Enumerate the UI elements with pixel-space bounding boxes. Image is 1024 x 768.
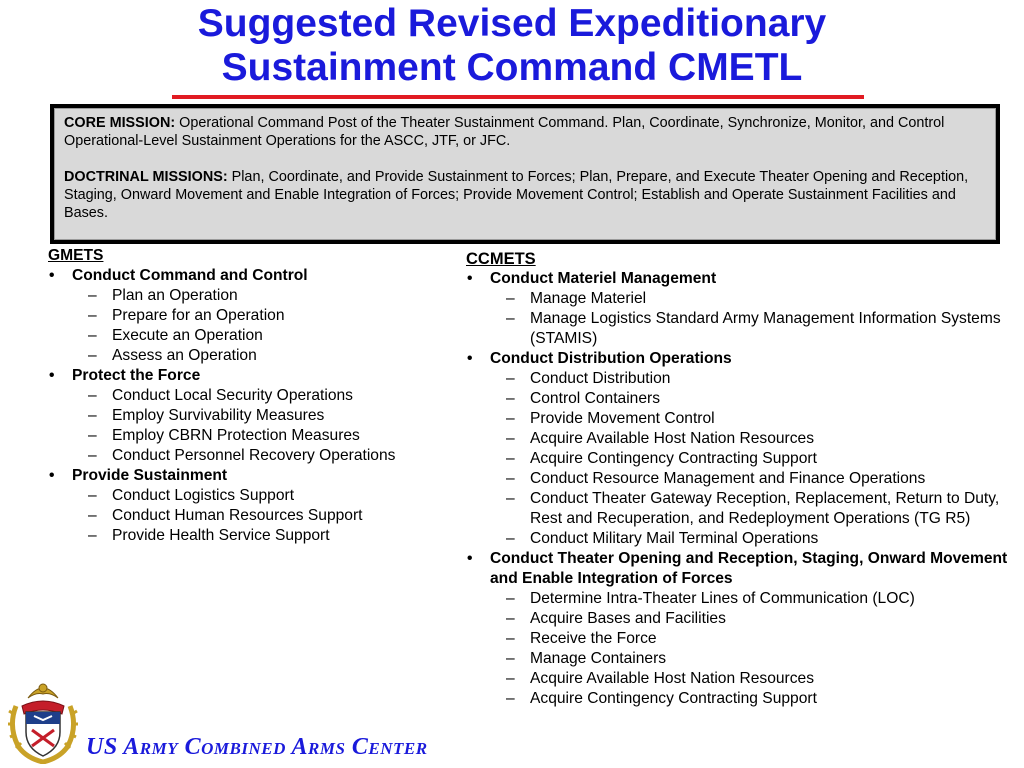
ccmets-subtask: – Acquire Available Host Nation Resources <box>466 429 1022 449</box>
ccmets-subtask: – Determine Intra-Theater Lines of Communication (LOC) <box>466 589 1022 609</box>
gmets-subtask: – Employ Survivability Measures <box>48 406 458 426</box>
ccmets-task: • Conduct Theater Opening and Reception, Staging, Onward Movement and Enable Integration of Forces <box>466 549 1022 589</box>
ccmets-subtask: – Conduct Resource Management and Finance Operations <box>466 469 1022 489</box>
gmets-subtask: – Conduct Local Security Operations <box>48 386 458 406</box>
ccmets-subtask: – Conduct Military Mail Terminal Operations <box>466 529 1022 549</box>
ccmets-subtask: – Conduct Distribution <box>466 369 1022 389</box>
ccmets-subtask: – Control Containers <box>466 389 1022 409</box>
mission-statement-box <box>50 104 1000 244</box>
ccmets-subtask: – Provide Movement Control <box>466 409 1022 429</box>
gmets-subtask: – Assess an Operation <box>48 346 458 366</box>
ccmets-task: • Conduct Materiel Management <box>466 269 1022 289</box>
gmets-subtask: – Conduct Personnel Recovery Operations <box>48 446 458 466</box>
gmets-subtask: – Conduct Logistics Support <box>48 486 458 506</box>
gmets-subtask: – Provide Health Service Support <box>48 526 458 546</box>
gmets-subtask: – Prepare for an Operation <box>48 306 458 326</box>
ccmets-subtask: – Manage Logistics Standard Army Management Information Systems (STAMIS) <box>466 309 1022 349</box>
title-underline-rule <box>172 95 864 99</box>
ccmets-task: • Conduct Distribution Operations <box>466 349 1022 369</box>
gmets-task: • Protect the Force <box>48 366 458 386</box>
ccmets-subtask: – Acquire Available Host Nation Resources <box>466 669 1022 689</box>
doctrinal-missions-text: Plan, Coordinate, and Provide Sustainment to Forces; Plan, Prepare, and Execute Theater Opening and Reception, Staging, Onward Movement and Enable Integration of Forces; Provide Movement Control; Establish and Operate Sustainment Facilities and Bases. <box>64 169 969 221</box>
gmets-subtask: – Execute an Operation <box>48 326 458 346</box>
gmets-column <box>48 246 458 546</box>
gmets-heading: GMETS <box>48 247 104 264</box>
ccmets-column <box>466 249 1022 709</box>
ccmets-heading: CCMETS <box>466 250 536 268</box>
ccmets-subtask: – Acquire Contingency Contracting Support <box>466 449 1022 469</box>
gmets-subtask: – Conduct Human Resources Support <box>48 506 458 526</box>
title-line-1: Suggested Revised Expeditionary <box>197 2 827 45</box>
org-name-footer: US Army Combined Arms Center <box>86 734 428 760</box>
army-combined-arms-center-crest-icon <box>6 676 80 764</box>
core-mission-label: CORE MISSION: <box>64 115 176 131</box>
core-mission-paragraph <box>64 114 986 150</box>
ccmets-subtask: – Manage Materiel <box>466 289 1022 309</box>
gmets-subtask: – Plan an Operation <box>48 286 458 306</box>
page-title <box>0 2 1024 90</box>
gmets-task: • Conduct Command and Control <box>48 266 458 286</box>
ccmets-subtask: – Acquire Contingency Contracting Support <box>466 689 1022 709</box>
doctrinal-missions-paragraph <box>64 168 986 222</box>
ccmets-subtask: – Conduct Theater Gateway Reception, Replacement, Return to Duty, Rest and Recuperation, and Redeployment Operations (TG R5) <box>466 489 1022 529</box>
gmets-task: • Provide Sustainment <box>48 466 458 486</box>
ccmets-subtask: – Manage Containers <box>466 649 1022 669</box>
gmets-subtask: – Employ CBRN Protection Measures <box>48 426 458 446</box>
ccmets-subtask: – Acquire Bases and Facilities <box>466 609 1022 629</box>
core-mission-text: Operational Command Post of the Theater Sustainment Command. Plan, Coordinate, Synchronize, Monitor, and Control Operational-Level Sustainment Operations for the ASCC, JTF, or JFC. <box>64 115 945 149</box>
doctrinal-missions-label: DOCTRINAL MISSIONS: <box>64 169 228 185</box>
ccmets-subtask: – Receive the Force <box>466 629 1022 649</box>
title-line-2: Sustainment Command CMETL <box>221 46 803 89</box>
